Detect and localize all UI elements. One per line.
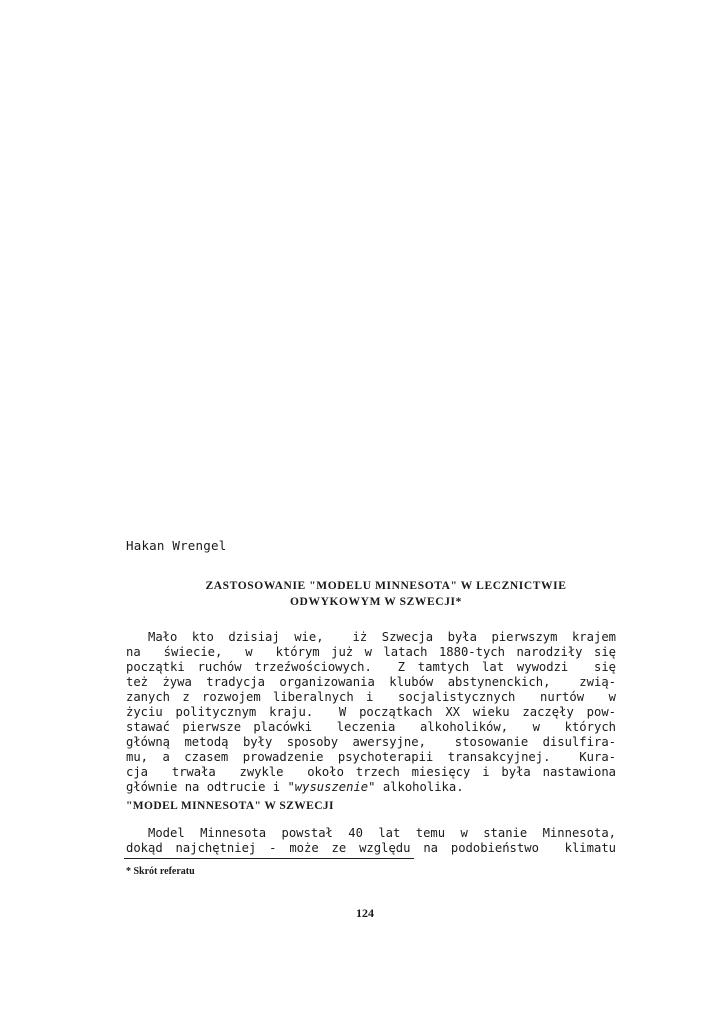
text-line: początki ruchów trzeźwościowych. Z tamtych lat wywodzi się xyxy=(126,660,616,674)
text-segment: alkoholika. xyxy=(375,780,464,794)
text-line: stawać pierwsze placówki leczenia alkoholików, w których xyxy=(126,720,616,734)
italic-term: "wysuszenie" xyxy=(287,780,376,794)
text-line: też żywa tradycja organizowania klubów abstynenckich, zwią- xyxy=(126,675,616,689)
section-heading: "MODEL MINNESOTA" W SZWECJI xyxy=(126,800,334,812)
text-line: Model Minnesota powstał 40 lat temu w stanie Minnesota, xyxy=(148,826,616,840)
paragraph-intro xyxy=(126,630,616,795)
text-line: życiu politycznym kraju. W początkach XX wieku zaczęły pow- xyxy=(126,705,616,719)
text-line: dokąd najchętniej - może ze względu na podobieństwo klimatu xyxy=(126,841,616,855)
author-name: Hakan Wrengel xyxy=(126,538,227,553)
paragraph-model xyxy=(126,826,616,856)
text-segment: głównie na odtrucie i xyxy=(126,780,288,794)
footnote-divider xyxy=(124,858,414,859)
text-line: cja trwała zwykle około trzech miesięcy i była nastawiona xyxy=(126,765,616,779)
text-line: na świecie, w którym już w latach 1880-tych narodziły się xyxy=(126,645,616,659)
page-number: 124 xyxy=(356,906,374,920)
text-line: zanych z rozwojem liberalnych i socjalistycznych nurtów w xyxy=(126,690,616,704)
text-line: mu, a czasem prowadzenie psychoterapii transakcyjnej. Kura- xyxy=(126,750,616,764)
footnote: * Skrót referatu xyxy=(126,866,195,877)
article-title-line-2: ODWYKOWYM W SZWECJI* xyxy=(290,596,462,608)
text-line: główną metodą były sposoby awersyjne, stosowanie disulfira- xyxy=(126,735,616,749)
text-line-last xyxy=(126,780,616,795)
text-line: Mało kto dzisiaj wie, iż Szwecja była pierwszym krajem xyxy=(148,630,616,644)
article-title-line-1: ZASTOSOWANIE "MODELU MINNESOTA" W LECZNICTWIE xyxy=(205,580,567,592)
